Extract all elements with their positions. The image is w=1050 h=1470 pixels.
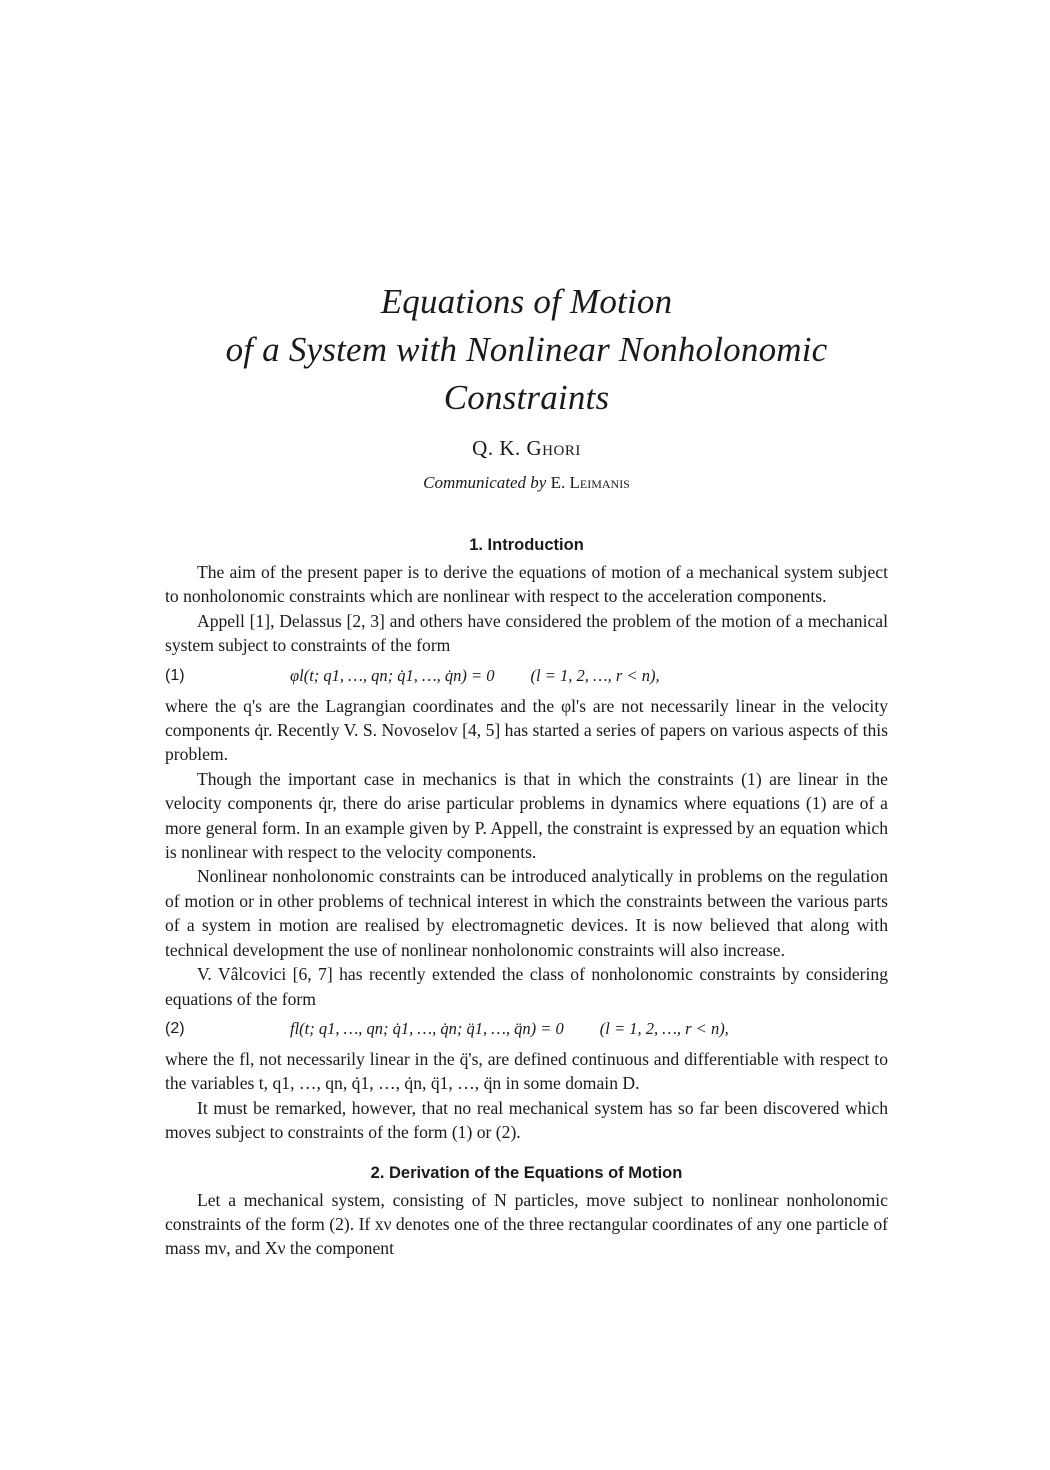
equation-body: φl(t; q1, …, qn; q̇1, …, q̇n) = 0 — [290, 665, 495, 685]
paragraph: Let a mechanical system, consisting of N particles, move subject to nonlinear nonholonomic constraints of the form (2). If xν denotes one of the three rectangular coordinates of any one particle of mass mν, and Xν the component — [165, 1189, 888, 1259]
communicator-name: E. Leimanis — [550, 473, 630, 492]
paragraph: It must be remarked, however, that no real mechanical system has so far been discovered which moves subject to constraints of the form (1) or (2). — [165, 1097, 888, 1143]
equation-condition: (l = 1, 2, …, r < n), — [599, 1018, 729, 1038]
paragraph: where the fl, not necessarily linear in the q̈'s, are defined continuous and differentiable with respect to the variables t, q1, …, qn, q̇1, …, q̇n, q̈1, …, q̈n in some domain D. — [165, 1048, 888, 1094]
paper-page — [165, 278, 888, 1261]
section-2-heading: 2. Derivation of the Equations of Motion — [370, 1163, 683, 1182]
equation-2 — [165, 1012, 888, 1046]
paragraph: where the q's are the Lagrangian coordinates and the φl's are not necessarily linear in the velocity components q̇r. Recently V. S. Novoselov [4, 5] has started a series of papers on various aspects of this problem. — [165, 695, 888, 765]
paragraph: Nonlinear nonholonomic constraints can be introduced analytically in problems on the regulation of motion or in other problems of technical interest in which the constraints between the various parts of a system in motion are realised by electromagnetic devices. It is now believed that along with technical development the use of nonlinear nonholonomic constraints will also increase. — [165, 866, 888, 960]
paper-title — [165, 278, 888, 422]
section-1-heading: 1. Introduction — [469, 536, 584, 554]
paragraph: Appell [1], Delassus [2, 3] and others have considered the problem of the motion of a mechanical system subject to constraints of the form — [165, 610, 888, 656]
paragraph: The aim of the present paper is to derive the equations of motion of a mechanical system subject to nonholonomic constraints which are nonlinear with respect to the acceleration components. — [165, 562, 888, 607]
equation-number: (2) — [165, 1019, 185, 1037]
equation-1 — [165, 659, 888, 693]
paragraph: V. Vâlcovici [6, 7] has recently extended the class of nonholonomic constraints by considering equations of the form — [165, 964, 888, 1009]
title-line-1: Equations of Motion — [380, 282, 673, 321]
communicated-by — [165, 471, 888, 495]
equation-condition: (l = 1, 2, …, r < n), — [530, 665, 660, 685]
equation-number: (1) — [165, 666, 185, 684]
communicated-prefix: Communicated by — [423, 473, 547, 492]
title-line-2: of a System with Nonlinear Nonholonomic Constraints — [225, 330, 828, 417]
author-name — [165, 434, 888, 462]
author-text: Q. K. Ghori — [472, 436, 581, 460]
paragraph: Though the important case in mechanics is that in which the constraints (1) are linear in the velocity components q̇r, there do arise particular problems in dynamics where equations (1) are of a more general form. In an example given by P. Appell, the constraint is expressed by an equation which is nonlinear with respect to the velocity components. — [165, 768, 888, 863]
equation-body: fl(t; q1, …, qn; q̇1, …, q̇n; q̈1, …, q̈n) = 0 — [290, 1018, 564, 1038]
